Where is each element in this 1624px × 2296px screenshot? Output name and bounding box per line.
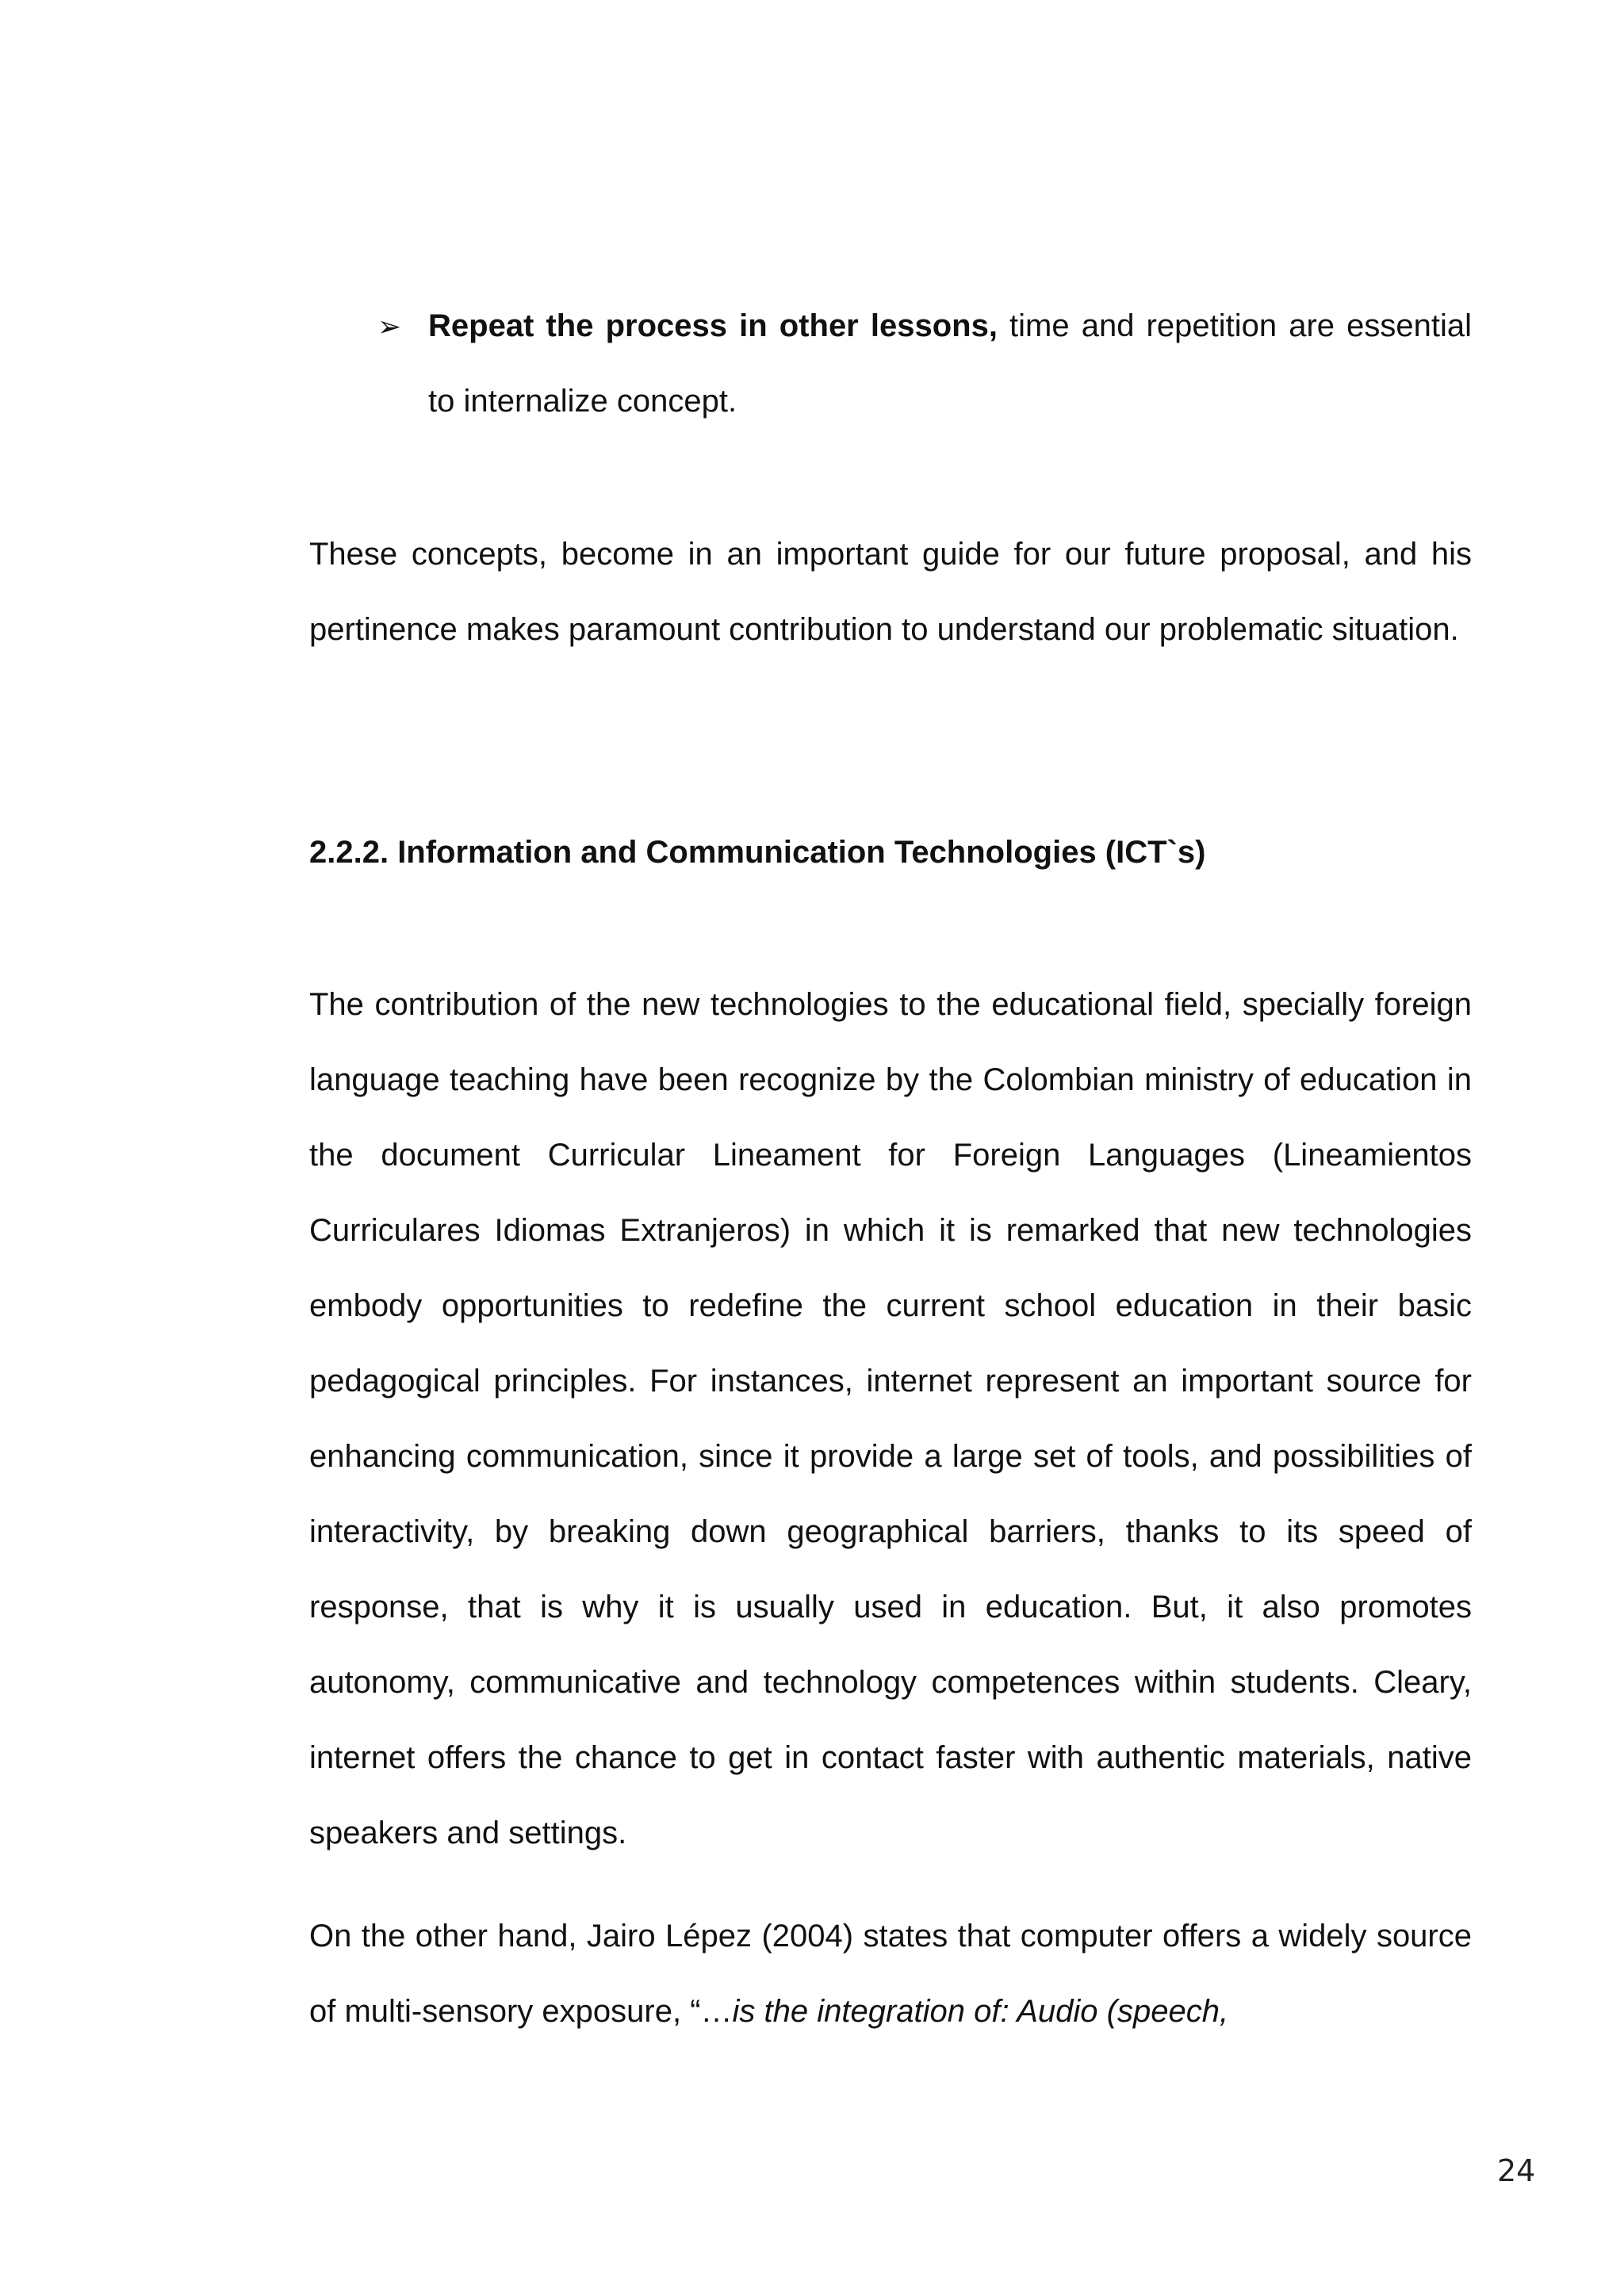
section-heading: 2.2.2. Information and Communication Technologies (ICT`s): [309, 835, 1206, 870]
page-number: 24: [1497, 2153, 1536, 2188]
paragraph-ict-contribution: The contribution of the new technologies to the educational field, specially foreign language teaching have been recognize by the Colombian ministry of education in the document Curricular Lineament for Foreign Languages (Lineamientos Curriculares Idiomas Extranjeros) in which it is remarked that new technologies embody opportunities to redefine the current school education in their basic pedagogical principles. For instances, internet represent an important source for enhancing communication, since it provide a large set of tools, and possibilities of interactivity, by breaking down geographical barriers, thanks to its speed of response, that is why it is usually used in education. But, it also promotes autonomy, communicative and technology competences within students. Cleary, internet offers the chance to get in contact faster with authentic materials, native speakers and settings.: [309, 987, 1472, 1850]
bullet-bold-text: Repeat the process in other lessons,: [428, 308, 998, 343]
paragraph-lopez: [309, 1899, 1472, 2049]
paragraph-lopez-plain: On the other hand, Jairo Lépez (2004) states that computer offers a widely source of multi-sensory exposure, “…: [309, 1919, 1472, 2029]
bullet-text: [428, 289, 1472, 439]
paragraph-lopez-italic: is the integration of: Audio (speech,: [732, 1994, 1229, 2029]
arrow-bullet-icon: ➢: [377, 310, 402, 342]
bullet-rest-text: time and repetition are essential to internalize concept.: [428, 308, 1472, 419]
paragraph-concepts: These concepts, become in an important guide for our future proposal, and his pertinence makes paramount contribution to understand our problematic situation.: [309, 537, 1472, 647]
